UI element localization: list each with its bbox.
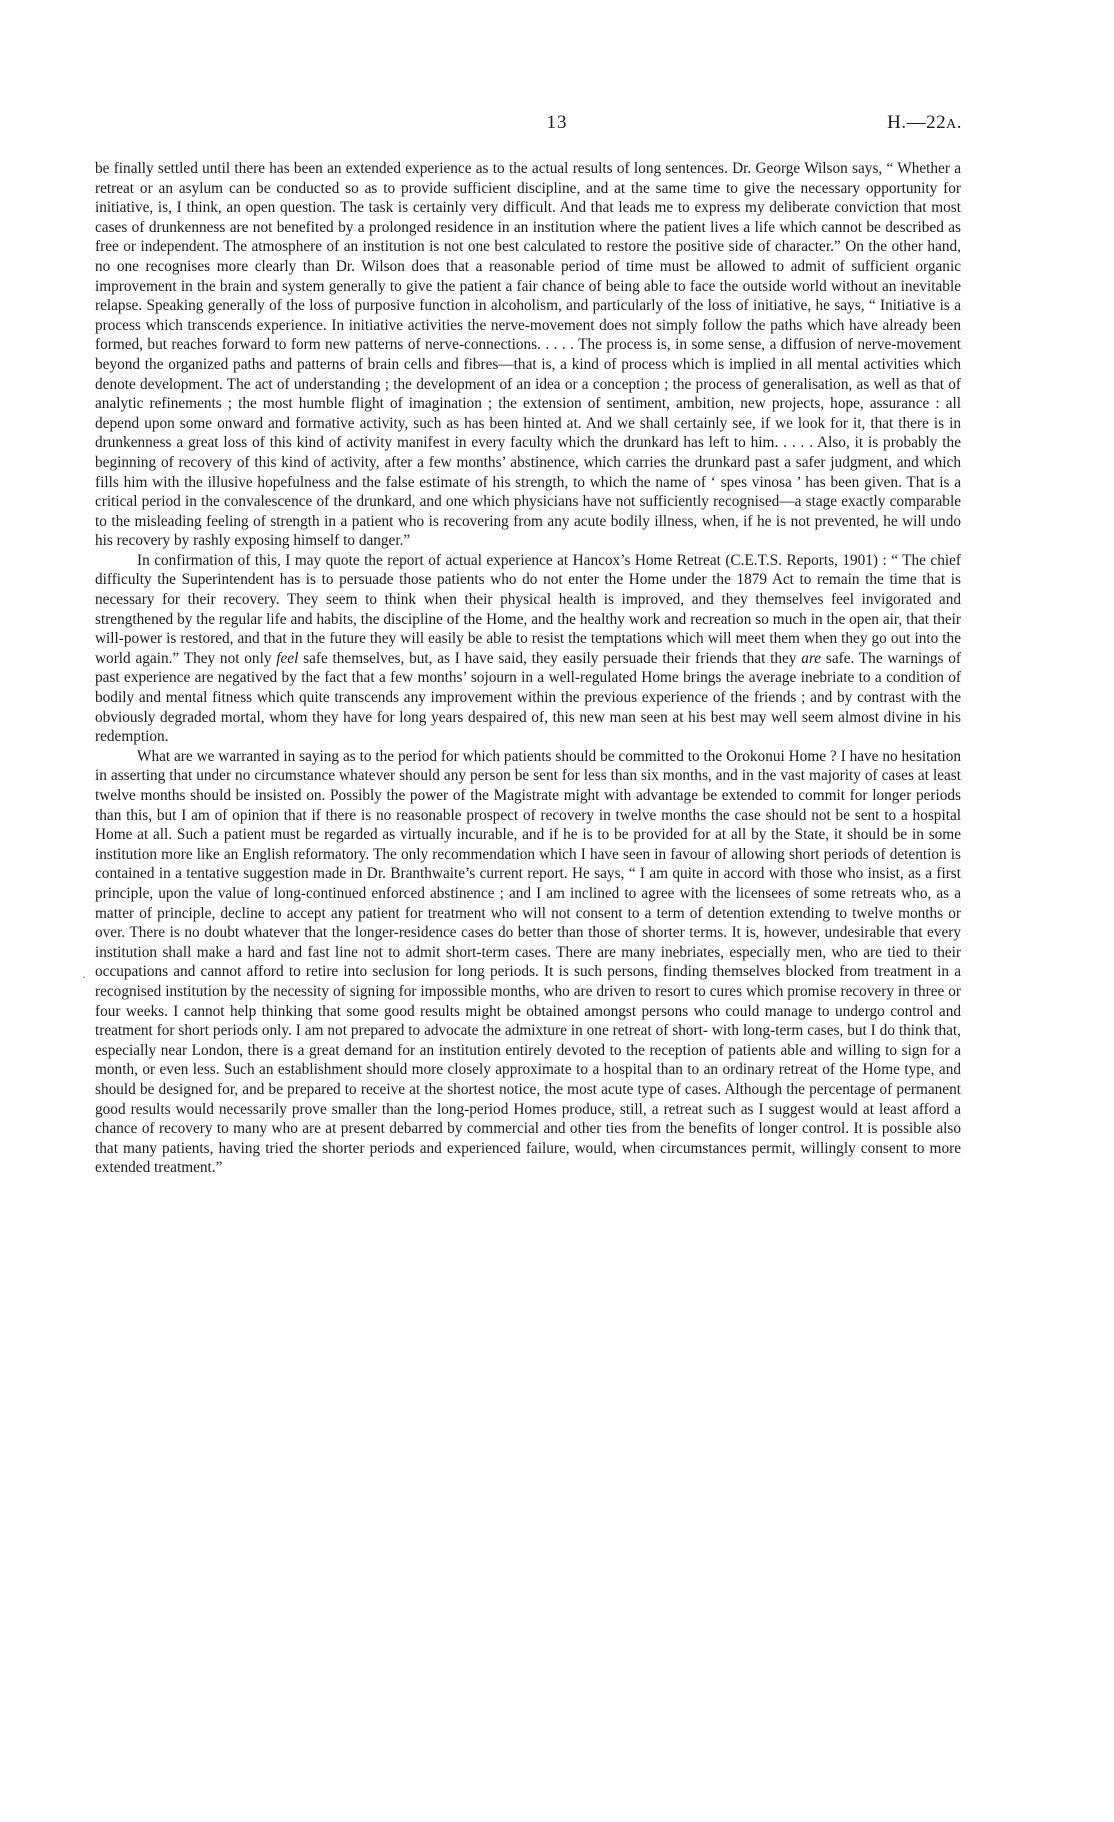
body-text [95, 159, 961, 1178]
paragraph [95, 747, 961, 1178]
paragraph [95, 159, 961, 551]
paragraph-text: In confirmation of this, I may quote the report of actual experience at Hancox’s Home Retreat (C.E.T.S. Reports, 1901) : “ The chief difficulty the Superintendent has is to persuade those patients who do not enter the Home under the 1879 Act to remain the time that is necessary for their recovery. They seem to think when their physical health is improved, and they themselves feel invigorated and strengthened by the regular life and habits, the discipline of the Home, and the healthy work and recreation so much in the open air, that their will-power is restored, and that in the future they will easily be able to resist the temptations which will meet them when they go out into the world again.” They not only [95, 551, 961, 667]
paragraph-text: safe. The warnings of past experience are negatived by the fact that a few months’ sojourn in a well-regulated Home brings the average inebriate to a condition of bodily and mental fitness which quite transcends any improvement within the previous experience of the friends ; and by contrast with the obviously degraded mortal, whom they have for long years despaired of, this new man seen at his best may well seem almost divine in his redemption. [95, 649, 961, 746]
document-reference-main: H.—22 [887, 112, 947, 133]
paragraph [95, 551, 961, 747]
margin-mark: · [82, 970, 86, 984]
document-reference-end: . [956, 112, 962, 133]
italic-text: are [801, 649, 822, 667]
document-reference-suffix: A [946, 117, 957, 132]
document-reference [887, 112, 962, 134]
paragraph-text: What are we warranted in saying as to the period for which patients should be committed to the Orokonui Home ? I have no hesitation in asserting that under no circumstance whatever should any person be sent for less than six months, and in the vast majority of cases at least twelve months should be insisted on. Possibly the power of the Magistrate might with advantage be extended to commit for longer periods than this, but I am of opinion that if there is no reasonable prospect of recovery in twelve months the case should not be sent to a hospital Home at all. Such a patient must be regarded as virtually incurable, and if he is to be provided for at all by the State, it should be in some institution more like an English reformatory. The only recommendation which I have seen in favour of allowing short periods of detention is contained in a tentative suggestion made in Dr. Branthwaite’s current report. He says, “ I am quite in accord with those who insist, as a first principle, upon the value of long-continued enforced abstinence ; and I am inclined to agree with the licensees of some retreats who, as a matter of principle, decline to accept any patient for treatment who will not consent to a term of detention extending to twelve months or over. There is no doubt whatever that the longer-residence cases do better than those of shorter terms. It is, however, undesirable that every institution shall make a hard and fast line not to admit short-term cases. There are many inebriates, especially men, who are tied to their occupations and cannot afford to retire into seclusion for long periods. It is such persons, finding themselves blocked from treatment in a recognised institution by the necessity of signing for impossible months, who are driven to resort to cures which promise recovery in three or four weeks. I cannot help thinking that some good results might be obtained amongst persons who could manage to undergo control and treatment for short periods only. I am not prepared to advocate the admixture in one retreat of short- with long-term cases, but I do think that, especially near London, there is a great demand for an institution entirely devoted to the reception of patients able and willing to sign for a month, or even less. Such an establishment should more closely approximate to a hospital than to an ordinary retreat of the Home type, and should be designed for, and be prepared to receive at the shortest notice, the most acute type of cases. Although the percentage of permanent good results would necessarily prove smaller than the long-period Homes produce, still, a retreat such as I suggest would at least afford a chance of recovery to many who are at present debarred by commercial and other ties from the benefits of longer control. It is possible also that many patients, having tried the shorter periods and experienced failure, would, when circumstances permit, willingly consent to more extended treatment.” [95, 747, 961, 1177]
page-number: 13 [546, 112, 568, 133]
paragraph-text: safe themselves, but, as I have said, they easily persuade their friends that they [298, 649, 802, 667]
paragraph-text: be finally settled until there has been an extended experience as to the actual results of long sentences. Dr. George Wilson says, “ Whether a retreat or an asylum can be conducted so as to provide sufficient discipline, and at the same time to give the necessary opportunity for initiative, is, I think, an open question. The task is certainly very difficult. And that leads me to express my deliberate conviction that most cases of drunkenness are not benefited by a prolonged residence in an institution where the patient lives a life which cannot be described as free or independent. The atmosphere of an institution is not one best calculated to restore the positive side of character.” On the other hand, no one recognises more clearly than Dr. Wilson does that a reasonable period of time must be allowed to admit of sufficient organic improvement in the brain and system generally to give the patient a fair chance of being able to face the outside world without an inevitable relapse. Speaking generally of the loss of purposive function in alcoholism, and particularly of the loss of initiative, he says, “ Initiative is a process which transcends experience. In initiative activities the nerve-movement does not simply follow the paths which have already been formed, but reaches forward to form new patterns of nerve-connections. . . . . The process is, in some sense, a diffusion of nerve-movement beyond the organized paths and patterns of brain cells and fibres—that is, a kind of process which is implied in all mental activities which denote development. The act of understanding ; the development of an idea or a conception ; the process of generalisation, as well as that of analytic refinements ; the most humble flight of imagination ; the extension of sentiment, ambition, new projects, hope, assurance : all depend upon some onward and formative activity, such as has been hinted at. And we shall certainly see, if we look for it, that there is in drunkenness a great loss of this kind of activity manifest in every faculty which the drunkard has left to him. . . . . Also, it is probably the beginning of recovery of this kind of activity, after a few months’ abstinence, which carries the drunkard past a safer judgment, and which fills him with the illusive hopefulness and the false estimate of his strength, to which the name of ‘ spes vinosa ’ has been given. That is a critical period in the convalescence of the drunkard, and one which physicians have not sufficiently recognised—a stage exactly comparable to the misleading feeling of strength in a patient who is recovering from any acute bodily illness, when, if he is not prevented, he will undo his recovery by rashly exposing himself to danger.” [95, 160, 961, 550]
italic-text: feel [276, 649, 299, 667]
